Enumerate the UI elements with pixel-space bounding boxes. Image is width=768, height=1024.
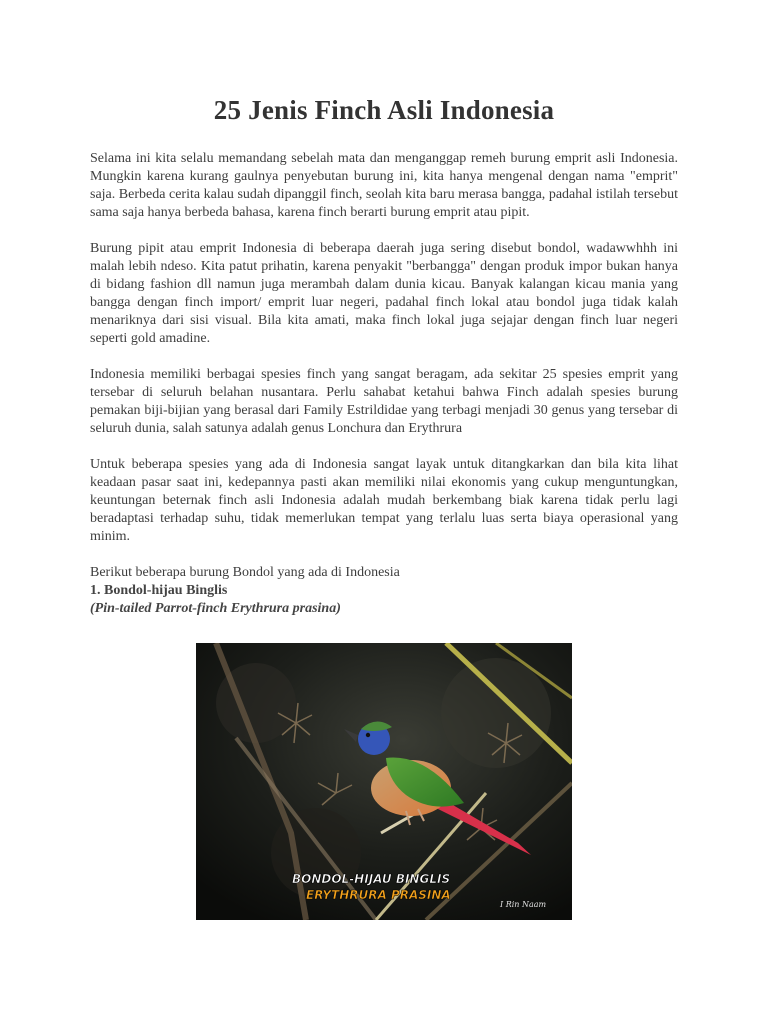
- species-heading: 1. Bondol-hijau Binglis: [90, 583, 228, 598]
- paragraph-4: Untuk beberapa spesies yang ada di Indonesia sangat layak untuk ditangkarkan dan bila kita lihat keadaan pasar saat ini, kedepannya pasti akan memiliki nilai ekonomis yang cukup menguntungkan, keuntungan beternak finch asli Indonesia adalah mudah berkembang biak karena tidak perlu lagi beradaptasi terhadap suhu, tidak memerlukan tempat yang terlalu luas serta biaya operasional yang minim.: [90, 457, 678, 544]
- photo-caption-name: BONDOL-HIJAU BINGLIS: [292, 872, 451, 886]
- photo-caption-latin: ERYTHRURA PRASINA: [306, 888, 451, 902]
- photo-credit: I Rin Naam: [500, 900, 547, 909]
- article-body: [90, 150, 678, 618]
- list-intro: Berikut beberapa burung Bondol yang ada di Indonesia: [90, 565, 400, 580]
- species-latin-name: (Pin-tailed Parrot-finch Erythrura prasina): [90, 601, 341, 616]
- page-title: 25 Jenis Finch Asli Indonesia: [213, 95, 555, 125]
- paragraph-3: Indonesia memiliki berbagai spesies finch yang sangat beragam, ada sekitar 25 spesies emprit yang tersebar di seluruh belahan nusantara. Perlu sahabat ketahui bahwa Finch adalah spesies burung pemakan biji-bijian yang berasal dari Family Estrildidae yang terbagi menjadi 30 genus yang tersebar di seluruh dunia, salah satunya adalah genus Lonchura dan Erythrura: [90, 367, 678, 436]
- paragraph-2: Burung pipit atau emprit Indonesia di beberapa daerah juga sering disebut bondol, wadawwhhh ini malah lebih ndeso. Kita patut prihatin, karena penyakit "berbangga" dengan produk impor bukan hanya di bidang fashion dll namun juga merambah dalam dunia kicau. Banyak kalangan kicau mania yang bangga dengan finch import/ emprit luar negeri, padahal finch lokal atau bondol juga tidak kalah menariknya dari sisi visual. Bila kita amati, maka finch lokal juga sejajar dengan finch luar negeri seperti gold amadine.: [90, 241, 678, 346]
- paragraph-1: Selama ini kita selalu memandang sebelah mata dan menganggap remeh burung emprit asli Indonesia. Mungkin karena kurang gaulnya penyebutan burung ini, kita hanya mengenal dengan nama "emprit" saja. Berbeda cerita kalau sudah dipanggil finch, seolah kita baru merasa bangga, padahal istilah tersebut sama saja hanya berbeda bahasa, karena finch berarti burung emprit atau pipit.: [90, 151, 678, 220]
- bird-photo: [196, 643, 572, 920]
